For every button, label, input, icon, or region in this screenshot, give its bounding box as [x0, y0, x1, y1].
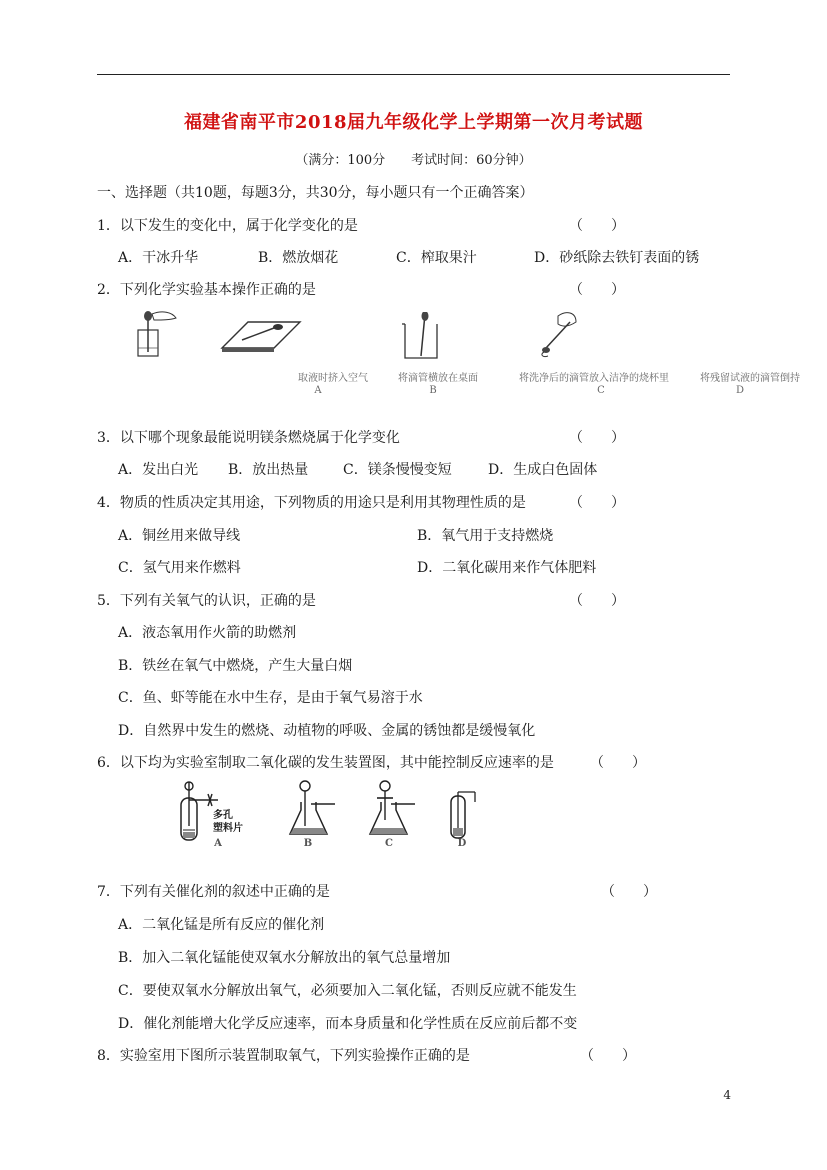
question-7-option-c: C．要使双氧水分解放出氧气，必须要加入二氧化锰，否则反应就不能发生 [118, 983, 577, 999]
question-1-stem: 1．以下发生的变化中，属于化学变化的是 [97, 218, 358, 234]
page-title: 福建省南平市2018届九年级化学上学期第一次月考试题 [183, 112, 644, 133]
figure-annotation-plastic-sheet: 塑料片 [213, 823, 243, 834]
question-5-stem: 5．下列有关氧气的认识，正确的是 [97, 593, 316, 609]
question-5-option-c: C．鱼、虾等能在水中生存，是由于氧气易溶于水 [118, 690, 423, 706]
question-3-stem: 3．以下哪个现象最能说明镁条燃烧属于化学变化 [97, 430, 400, 446]
question-3-option-b: B．放出热量 [228, 462, 309, 478]
question-5-option-a: A．液态氧用作火箭的助燃剂 [118, 625, 297, 641]
question-8-answer-blank: （ ） [580, 1048, 636, 1064]
question-6-stem: 6．以下均为实验室制取二氧化碳的发生装置图，其中能控制反应速率的是 [97, 755, 554, 771]
apparatus-letter-c: C [385, 838, 393, 849]
figure-annotation-porous: 多孔 [213, 810, 233, 821]
figure-dropper-on-table [218, 318, 302, 354]
figure-letter-c: C [597, 385, 605, 396]
apparatus-letter-a: A [214, 838, 222, 849]
figure-letter-b: B [429, 385, 437, 396]
exam-info: （满分：100分 考试时间：60分钟） [295, 153, 532, 168]
question-3-option-d: D．生成白色固体 [488, 462, 598, 478]
question-2-stem: 2．下列化学实验基本操作正确的是 [97, 282, 316, 298]
question-7-stem: 7．下列有关催化剂的叙述中正确的是 [97, 884, 330, 900]
question-1-option-b: B．燃放烟花 [258, 250, 339, 266]
question-1-answer-blank: （ ） [569, 218, 625, 234]
apparatus-letter-b: B [303, 838, 313, 849]
question-7-option-b: B．加入二氧化锰能使双氧水分解放出的氧气总量增加 [118, 950, 451, 966]
question-4-option-c: C．氢气用来作燃料 [118, 560, 241, 576]
question-3-answer-blank: （ ） [569, 430, 625, 446]
figure-apparatus-b [287, 780, 339, 838]
question-1-option-c: C．榨取果汁 [396, 250, 477, 266]
figure-dropper-inverted [536, 308, 580, 358]
section-heading: 一、选择题（共10题，每题3分，共30分，每小题只有一个正确答案） [97, 185, 534, 201]
question-3-option-a: A．发出白光 [118, 462, 199, 478]
page-number: 4 [723, 1088, 731, 1102]
question-7-answer-blank: （ ） [601, 884, 657, 900]
figure-dropper-in-beaker [399, 312, 445, 362]
question-4-option-d: D．二氧化碳用来作气体肥料 [417, 560, 597, 576]
figure-caption-c: 将洗净后的滴管放入洁净的烧杯里 [519, 373, 669, 384]
question-1-option-d: D．砂纸除去铁钉表面的锈 [534, 250, 700, 266]
header-rule [97, 74, 730, 75]
question-5-answer-blank: （ ） [569, 593, 625, 609]
question-5-option-b: B．铁丝在氧气中燃烧，产生大量白烟 [118, 658, 353, 674]
question-4-stem: 4．物质的性质决定其用途，下列物质的用途只是利用其物理性质的是 [97, 495, 526, 511]
question-7-option-d: D．催化剂能增大化学反应速率，而本身质量和化学性质在反应前后都不变 [118, 1016, 578, 1032]
question-1-option-a: A．干冰升华 [118, 250, 199, 266]
figure-dropper-squeeze [132, 308, 180, 360]
question-7-option-a: A．二氧化锰是所有反应的催化剂 [118, 917, 325, 933]
figure-caption-a: 取液时挤入空气 [298, 373, 368, 384]
figure-apparatus-c [365, 780, 417, 838]
apparatus-letter-d: D [457, 838, 467, 849]
figure-caption-b: 将滴管横放在桌面 [398, 373, 478, 384]
question-4-option-a: A．铜丝用来做导线 [118, 528, 241, 544]
figure-apparatus-d [447, 790, 479, 842]
figure-letter-a: A [314, 385, 322, 396]
question-4-option-b: B．氧气用于支持燃烧 [417, 528, 554, 544]
question-4-answer-blank: （ ） [569, 495, 625, 511]
question-6-answer-blank: （ ） [590, 755, 646, 771]
question-8-stem: 8．实验室用下图所示装置制取氧气，下列实验操作正确的是 [97, 1048, 470, 1064]
question-2-answer-blank: （ ） [569, 282, 625, 298]
question-5-option-d: D．自然界中发生的燃烧、动植物的呼吸、金属的锈蚀都是缓慢氧化 [118, 723, 536, 739]
question-3-option-c: C．镁条慢慢变短 [343, 462, 452, 478]
figure-caption-d: 将残留试液的滴管倒持 [700, 373, 800, 384]
figure-letter-d: D [735, 385, 745, 396]
